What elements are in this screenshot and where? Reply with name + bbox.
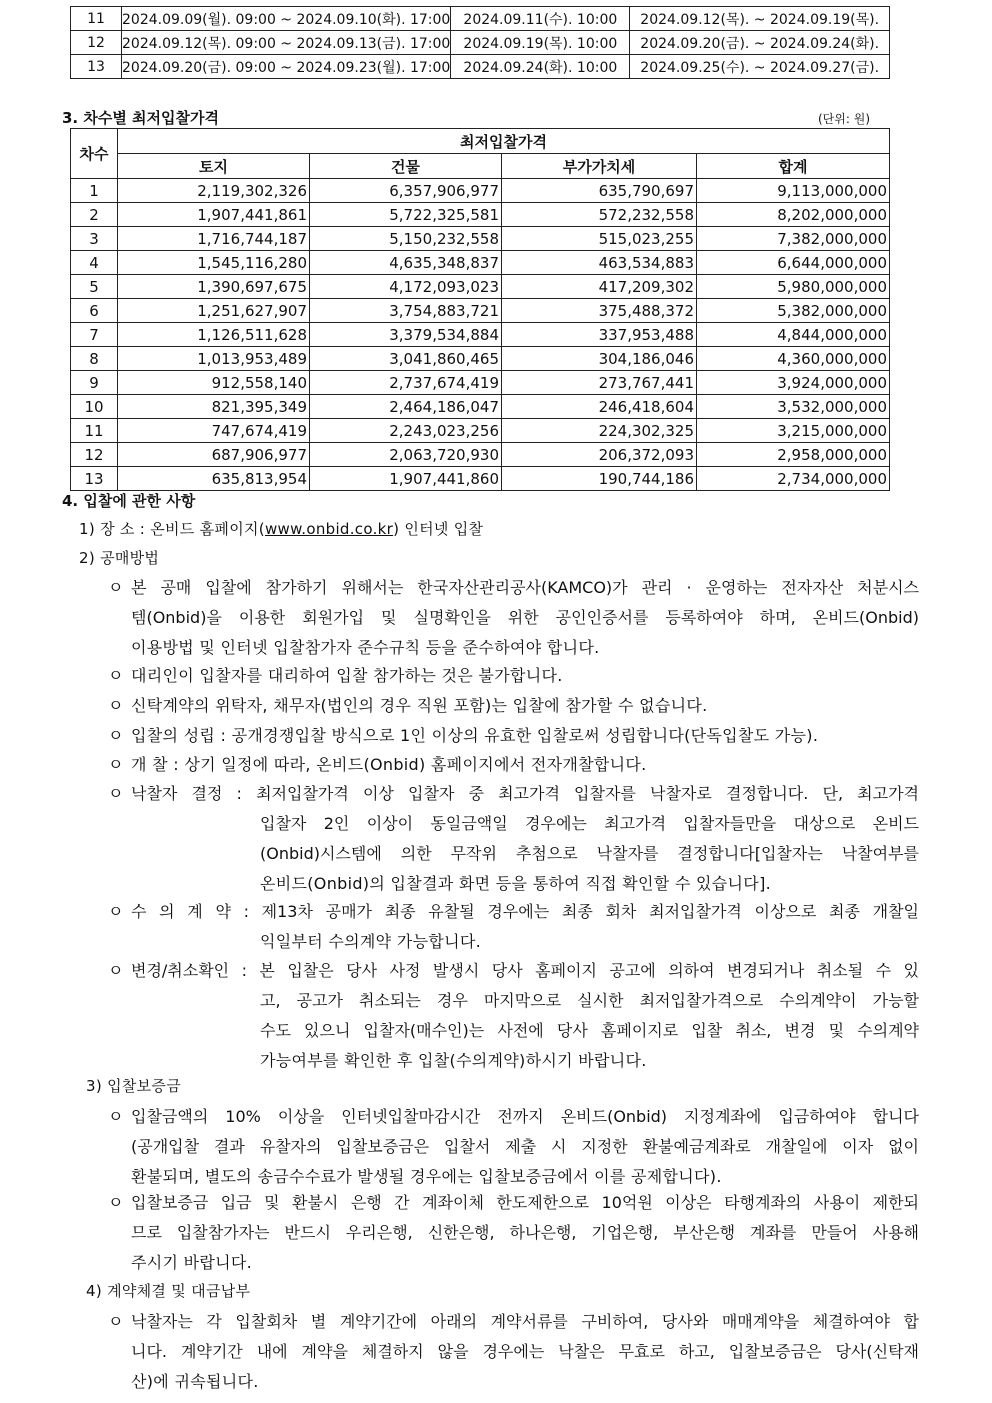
price-cell-vat: 463,534,883 <box>502 251 697 275</box>
table-row <box>71 55 890 79</box>
price-cell-land: 1,126,511,628 <box>118 323 310 347</box>
price-cell-total: 8,202,000,000 <box>697 203 890 227</box>
table-row <box>71 467 890 491</box>
schedule-contract: 2024.09.12(목). ~ 2024.09.19(목). <box>630 7 890 31</box>
m6-line: 낙찰자 결정 : 최저입찰가격 이상 입찰자 중 최고가격 입찰자를 낙찰자로 결정합니다. 단, 최고가격 <box>131 784 919 803</box>
price-cell-land: 1,907,441,861 <box>118 203 310 227</box>
price-cell-total: 6,644,000,000 <box>697 251 890 275</box>
price-cell-land: 912,558,140 <box>118 371 310 395</box>
price-cell-building: 1,907,441,860 <box>310 467 502 491</box>
price-cell-vat: 417,209,302 <box>502 275 697 299</box>
price-cell-no: 8 <box>71 347 118 371</box>
section-4-title: 4. 입찰에 관한 사항 <box>62 492 196 510</box>
m8-line: 고, 공고가 취소되는 경우 마지막으로 실시한 최저입찰가격으로 수의계약이 가능할 <box>260 991 919 1010</box>
m1-line: 이용방법 및 인터넷 입찰참가자 준수규칙 등을 준수하여야 합니다. <box>131 638 600 657</box>
col-vat: 부가가치세 <box>502 154 697 179</box>
table-row <box>71 275 890 299</box>
m8-line: 변경/취소확인 : 본 입찰은 당사 사정 발생시 당사 홈페이지 공고에 의하여 변경되거나 취소될 수 있 <box>131 961 919 980</box>
header-row <box>71 129 890 154</box>
price-cell-building: 3,754,883,721 <box>310 299 502 323</box>
bullet-icon: ㅇ <box>108 1107 124 1126</box>
c1-line: 낙찰자는 각 입찰회차 별 계약기간에 아래의 계약서류를 구비하여, 당사와 매매계약을 체결하여야 합 <box>131 1312 919 1331</box>
schedule-open: 2024.09.19(목). 10:00 <box>451 31 630 55</box>
price-cell-vat: 572,232,558 <box>502 203 697 227</box>
col-round: 차수 <box>71 129 118 179</box>
table-row <box>71 179 890 203</box>
place-line <box>79 518 483 539</box>
bullet-icon: ㅇ <box>108 666 124 685</box>
schedule-open: 2024.09.11(수). 10:00 <box>451 7 630 31</box>
schedule-contract: 2024.09.20(금). ~ 2024.09.24(화). <box>630 31 890 55</box>
m7-line: 수 의 계 약 : 제13차 공매가 최종 유찰될 경우에는 최종 회차 최저입찰가격 이상으로 최종 개찰일 <box>131 902 919 921</box>
price-cell-total: 5,382,000,000 <box>697 299 890 323</box>
price-cell-building: 2,063,720,930 <box>310 443 502 467</box>
price-cell-land: 1,545,116,280 <box>118 251 310 275</box>
m6-line: 입찰자 2인 이상이 동일금액일 경우에는 최고가격 입찰자들만을 대상으로 온비드 <box>260 814 919 833</box>
place-label: 1) 장 소 : 온비드 홈페이지( <box>79 520 265 538</box>
table-row <box>71 323 890 347</box>
min-price-table <box>70 128 890 491</box>
bullet-icon: ㅇ <box>108 726 124 745</box>
d2-line: 주시기 바랍니다. <box>131 1253 253 1272</box>
price-cell-total: 4,360,000,000 <box>697 347 890 371</box>
price-cell-no: 10 <box>71 395 118 419</box>
place-tail: ) 인터넷 입찰 <box>393 520 484 538</box>
bullet-icon: ㅇ <box>108 1312 124 1331</box>
table-row <box>71 31 890 55</box>
table-row <box>71 419 890 443</box>
method-label: 2) 공매방법 <box>79 549 160 567</box>
price-cell-total: 9,113,000,000 <box>697 179 890 203</box>
price-cell-total: 3,215,000,000 <box>697 419 890 443</box>
contract-label: 4) 계약체결 및 대금납부 <box>86 1282 251 1300</box>
d2-line: 므로 입찰참가자는 반드시 우리은행, 신한은행, 하나은행, 기업은행, 부산은행 계좌를 만들어 사용해 <box>131 1223 919 1242</box>
deposit-label: 3) 입찰보증금 <box>86 1077 182 1095</box>
price-cell-land: 1,251,627,907 <box>118 299 310 323</box>
price-cell-vat: 304,186,046 <box>502 347 697 371</box>
price-cell-total: 5,980,000,000 <box>697 275 890 299</box>
price-cell-building: 5,722,325,581 <box>310 203 502 227</box>
c1-line: 니다. 계약기간 내에 계약을 체결하지 않을 경우에는 낙찰은 무효로 하고, 입찰보증금은 당사(신탁재 <box>131 1342 919 1361</box>
table-row <box>71 227 890 251</box>
m2-line: 대리인이 입찰자를 대리하여 입찰 참가하는 것은 불가합니다. <box>131 666 563 685</box>
price-cell-total: 4,844,000,000 <box>697 323 890 347</box>
price-cell-land: 635,813,954 <box>118 467 310 491</box>
schedule-period: 2024.09.09(월). 09:00 ~ 2024.09.10(화). 17:00 <box>122 7 451 31</box>
d2-line: 입찰보증금 입금 및 환불시 은행 간 계좌이체 한도제한으로 10억원 이상은 타행계좌의 사용이 제한되 <box>131 1193 919 1212</box>
m3-line: 신탁계약의 위탁자, 채무자(법인의 경우 직원 포함)는 입찰에 참가할 수 없습니다. <box>131 696 708 715</box>
m8-line: 가능여부를 확인한 후 입찰(수의계약)하시기 바랍니다. <box>260 1051 647 1070</box>
col-building: 건물 <box>310 154 502 179</box>
price-cell-total: 2,958,000,000 <box>697 443 890 467</box>
price-cell-land: 2,119,302,326 <box>118 179 310 203</box>
schedule-table <box>70 6 890 79</box>
price-cell-no: 9 <box>71 371 118 395</box>
price-cell-land: 687,906,977 <box>118 443 310 467</box>
price-cell-no: 12 <box>71 443 118 467</box>
m6-line: 온비드(Onbid)의 입찰결과 화면 등을 통하여 직접 확인할 수 있습니다]. <box>260 874 771 893</box>
price-cell-no: 2 <box>71 203 118 227</box>
table-row <box>71 395 890 419</box>
price-cell-vat: 273,767,441 <box>502 371 697 395</box>
c1-line: 산)에 귀속됩니다. <box>131 1372 259 1391</box>
d1-line: 환불되며, 별도의 송금수수료가 발생될 경우에는 입찰보증금에서 이를 공제합니다). <box>131 1167 722 1186</box>
price-cell-total: 3,532,000,000 <box>697 395 890 419</box>
onbid-link[interactable]: www.onbid.co.kr <box>264 520 394 538</box>
bullet-icon: ㅇ <box>108 696 124 715</box>
m4-line: 입찰의 성립 : 공개경쟁입찰 방식으로 1인 이상의 유효한 입찰로써 성립합니다(단독입찰도 가능). <box>131 726 819 745</box>
price-rows <box>71 179 890 491</box>
table-row <box>71 443 890 467</box>
price-cell-building: 2,737,674,419 <box>310 371 502 395</box>
schedule-no: 12 <box>71 31 122 55</box>
table-row <box>71 7 890 31</box>
price-cell-vat: 246,418,604 <box>502 395 697 419</box>
table-row <box>71 299 890 323</box>
price-cell-no: 3 <box>71 227 118 251</box>
price-cell-land: 1,390,697,675 <box>118 275 310 299</box>
bullet-icon: ㅇ <box>108 755 124 774</box>
m1-line: 템(Onbid)을 이용한 회원가입 및 실명확인을 위한 공인인증서를 등록하여야 하며, 온비드(Onbid) <box>131 608 919 627</box>
m7-line: 익일부터 수의계약 가능합니다. <box>260 932 481 951</box>
price-cell-total: 3,924,000,000 <box>697 371 890 395</box>
schedule-no: 13 <box>71 55 122 79</box>
price-cell-building: 2,464,186,047 <box>310 395 502 419</box>
price-cell-no: 5 <box>71 275 118 299</box>
d1-line: 입찰금액의 10% 이상을 인터넷입찰마감시간 전까지 온비드(Onbid) 지정계좌에 입금하여야 합니다 <box>131 1107 919 1126</box>
price-cell-vat: 515,023,255 <box>502 227 697 251</box>
schedule-period: 2024.09.20(금). 09:00 ~ 2024.09.23(월). 17:00 <box>122 55 451 79</box>
price-cell-vat: 224,302,325 <box>502 419 697 443</box>
price-cell-building: 5,150,232,558 <box>310 227 502 251</box>
price-cell-land: 821,395,349 <box>118 395 310 419</box>
price-cell-vat: 206,372,093 <box>502 443 697 467</box>
bullet-icon: ㅇ <box>108 961 124 980</box>
m6-line: (Onbid)시스템에 의한 무작위 추첨으로 낙찰자를 결정합니다[입찰자는 낙찰여부를 <box>260 844 919 863</box>
section-3-title: 3. 차수별 최저입찰가격 <box>62 109 219 127</box>
price-cell-total: 2,734,000,000 <box>697 467 890 491</box>
schedule-open: 2024.09.24(화). 10:00 <box>451 55 630 79</box>
price-cell-building: 3,041,860,465 <box>310 347 502 371</box>
price-cell-building: 2,243,023,256 <box>310 419 502 443</box>
price-cell-vat: 375,488,372 <box>502 299 697 323</box>
price-cell-no: 6 <box>71 299 118 323</box>
price-cell-no: 4 <box>71 251 118 275</box>
price-cell-land: 1,013,953,489 <box>118 347 310 371</box>
price-cell-no: 1 <box>71 179 118 203</box>
price-cell-land: 747,674,419 <box>118 419 310 443</box>
bullet-icon: ㅇ <box>108 1193 124 1212</box>
table-row <box>71 203 890 227</box>
unit-label: (단위: 원) <box>818 112 870 126</box>
schedule-contract: 2024.09.25(수). ~ 2024.09.27(금). <box>630 55 890 79</box>
price-cell-building: 6,357,906,977 <box>310 179 502 203</box>
table-row <box>71 251 890 275</box>
price-cell-building: 3,379,534,884 <box>310 323 502 347</box>
price-cell-building: 4,172,093,023 <box>310 275 502 299</box>
col-min-price: 최저입찰가격 <box>118 129 890 154</box>
table-row <box>71 347 890 371</box>
bullet-icon: ㅇ <box>108 902 124 921</box>
price-cell-total: 7,382,000,000 <box>697 227 890 251</box>
schedule-period: 2024.09.12(목). 09:00 ~ 2024.09.13(금). 17:00 <box>122 31 451 55</box>
price-cell-land: 1,716,744,187 <box>118 227 310 251</box>
schedule-no: 11 <box>71 7 122 31</box>
bullet-icon: ㅇ <box>108 784 124 803</box>
col-total: 합계 <box>697 154 890 179</box>
m8-line: 수도 있으니 입찰자(매수인)는 사전에 당사 홈페이지로 입찰 취소, 변경 및 수의계약 <box>260 1021 919 1040</box>
price-cell-vat: 190,744,186 <box>502 467 697 491</box>
price-cell-vat: 337,953,488 <box>502 323 697 347</box>
m5-line: 개 찰 : 상기 일정에 따라, 온비드(Onbid) 홈페이지에서 전자개찰합니다. <box>131 755 647 774</box>
bullet-icon: ㅇ <box>108 578 124 597</box>
price-cell-no: 13 <box>71 467 118 491</box>
table-row <box>71 371 890 395</box>
price-cell-building: 4,635,348,837 <box>310 251 502 275</box>
d1-line: (공개입찰 결과 유찰자의 입찰보증금은 입찰서 제출 시 지정한 환불예금계좌로 개찰일에 이자 없이 <box>131 1137 919 1156</box>
price-cell-no: 7 <box>71 323 118 347</box>
price-cell-vat: 635,790,697 <box>502 179 697 203</box>
m1-line: 본 공매 입찰에 참가하기 위해서는 한국자산관리공사(KAMCO)가 관리 · 운영하는 전자자산 처분시스 <box>131 578 919 597</box>
price-cell-no: 11 <box>71 419 118 443</box>
header-row <box>71 154 890 179</box>
col-land: 토지 <box>118 154 310 179</box>
